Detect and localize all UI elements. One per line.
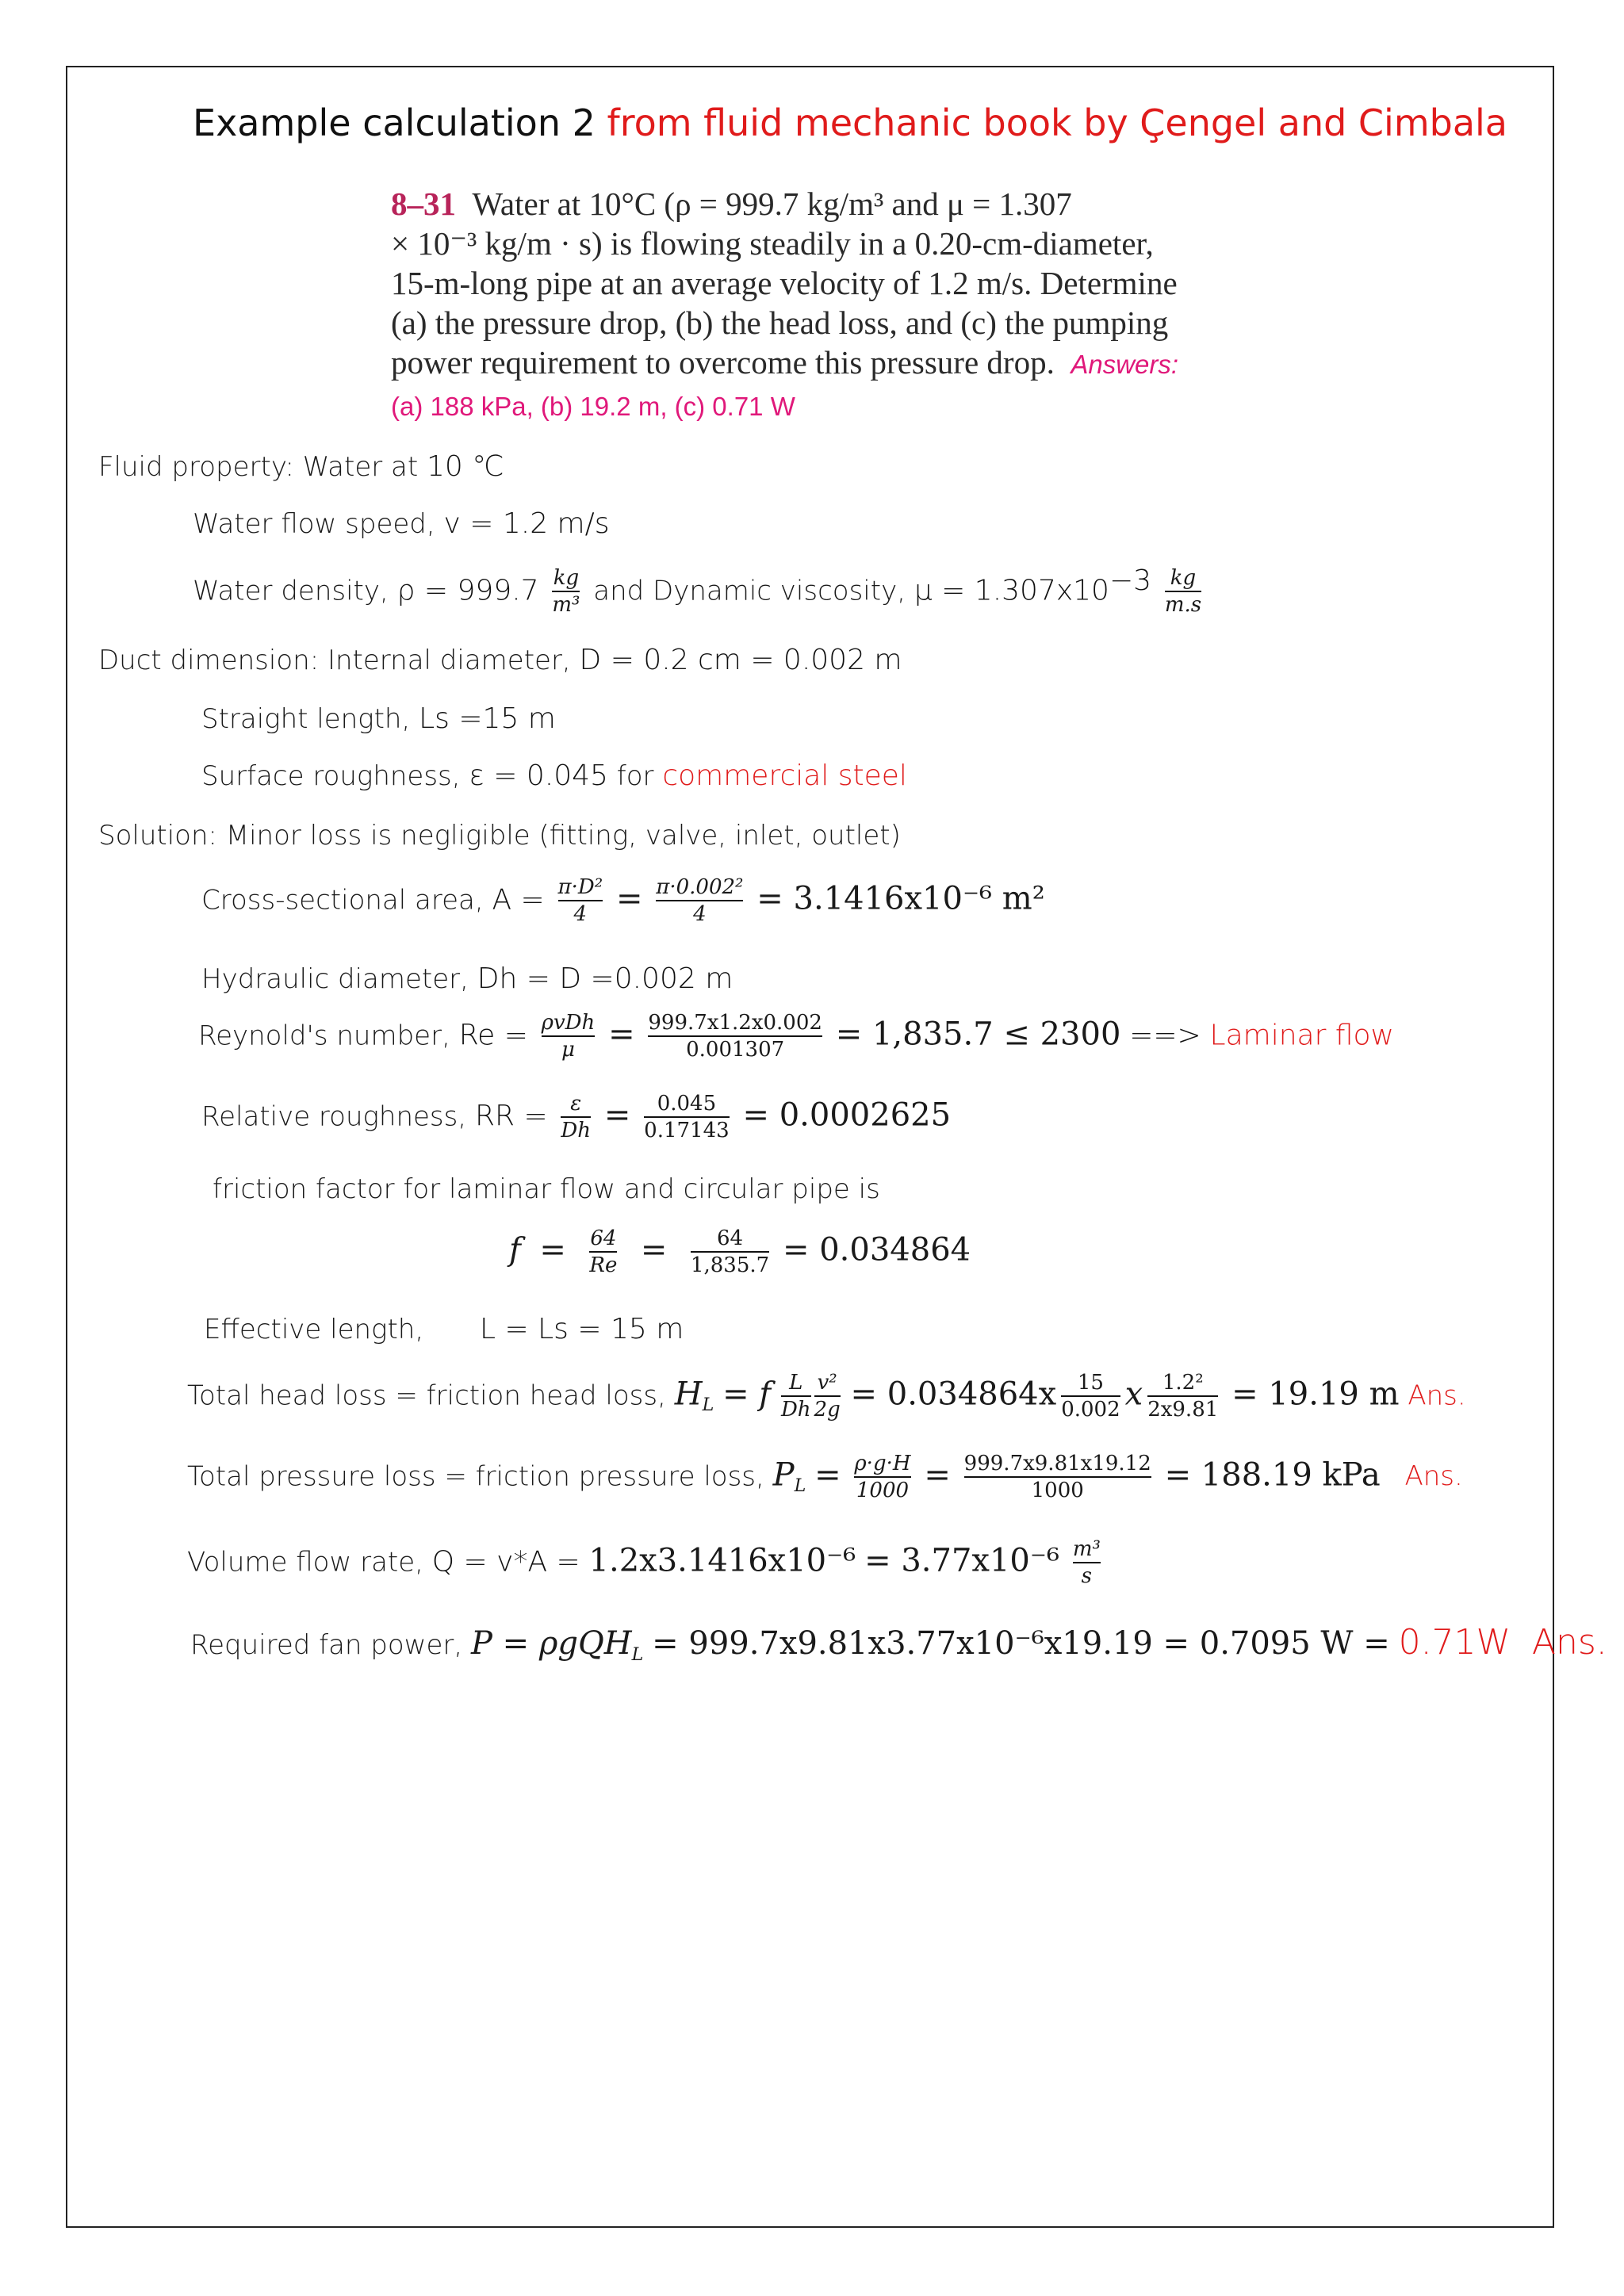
page-title	[193, 101, 1507, 144]
re-f2-den: 0.001307	[648, 1035, 822, 1062]
roughness-for: for	[616, 760, 654, 792]
speed-label: Water flow speed,	[193, 508, 435, 540]
hl-label: Total head loss = friction head loss,	[187, 1380, 666, 1412]
hl-result: = 19.19 m	[1231, 1376, 1400, 1413]
ff-lhs: f	[509, 1231, 521, 1269]
reynolds-line: Reynold's number, Re = $\frac{\text{ρvDh}}{\mu}$ = $\frac{999.7x1.2x0.002}{0.001307}$ = 1,835.7 ≤ 2300 ==> Laminar flow	[198, 1011, 1394, 1062]
area-lhs: A =	[492, 883, 545, 916]
reynolds-arrow: ==>	[1129, 1019, 1201, 1052]
pl-f1-den: 1000	[854, 1476, 910, 1503]
flow-rate-line	[187, 1538, 1105, 1589]
reynolds-fraction-1	[542, 1012, 596, 1062]
area-result: = 3.1416x10⁻⁶ m²	[756, 880, 1045, 917]
roughness-value: ε = 0.045	[469, 760, 608, 792]
fluid-label: Fluid property: Water at	[98, 451, 419, 483]
pressure-loss-line: Total pressure loss = friction pressure loss, $P_L$ = $\frac{\rho\cdot g\cdot H}{1000}$ = $\frac{999.7x9.81x19.12}{1000}$ = 188.19 kPa Ans.	[187, 1452, 1463, 1502]
rr-fraction-2	[644, 1093, 730, 1143]
solution-label: Solution: Minor loss is negligible (fitting, valve, inlet, outlet)	[98, 820, 901, 851]
pl-lhs: P	[772, 1456, 795, 1494]
hl-lhs: H	[674, 1376, 703, 1413]
p-expr: P = ρgQH	[471, 1625, 632, 1662]
q-result: = 3.77x10⁻⁶	[864, 1542, 1059, 1579]
rr-f1-den: Dh	[561, 1116, 591, 1143]
area-line: Cross-sectional area, A = $\frac{\text{π·D²}}{4}$ = $\frac{\text{π·0.002²}}{4}$ = 3.1416x10⁻⁶ m²	[201, 875, 1045, 926]
problem-line-1: Water at 10°C (ρ = 999.7 kg/m³ and μ = 1.307	[472, 186, 1072, 222]
hl-f: = f	[722, 1376, 772, 1413]
q-lhs: Q = v*A =	[431, 1545, 580, 1578]
hydraulic-value: Dh = D =0.002 m	[477, 962, 733, 995]
laminar-flow-label: Laminar flow	[1209, 1019, 1394, 1052]
head-loss-line	[187, 1372, 1466, 1422]
hl-fraction-d	[1147, 1372, 1218, 1422]
eff-value: L = Ls = 15 m	[479, 1313, 684, 1345]
density-unit-num: kg	[553, 565, 580, 590]
area-f2-num: π·0.002²	[656, 875, 744, 899]
hl-fc-num: 15	[1077, 1371, 1104, 1395]
length-label: Straight length,	[201, 703, 411, 735]
duct-line	[98, 644, 902, 676]
roughness-relative-line: Relative roughness, RR = $\frac{\varepsilon}{Dh}$ = $\frac{0.045}{0.17143}$ = 0.0002625	[201, 1092, 952, 1142]
ff-fraction-1	[589, 1227, 617, 1278]
roughness-line	[201, 760, 907, 792]
density-line	[193, 564, 1206, 618]
friction-factor-label: friction factor for laminar flow and circular pipe is	[213, 1173, 880, 1205]
area-fraction-2	[656, 876, 743, 927]
q-label: Volume flow rate,	[187, 1546, 423, 1578]
pl-f2-den: 1000	[964, 1476, 1151, 1503]
hydraulic-label: Hydraulic diameter,	[201, 963, 469, 995]
hl-fa-num: L	[789, 1371, 803, 1395]
rr-f2-num: 0.045	[657, 1092, 717, 1115]
area-fraction-1	[558, 876, 603, 927]
q-unit-num: m³	[1072, 1537, 1101, 1561]
hl-fb-den: 2g	[814, 1395, 841, 1422]
problem-line-2: × 10⁻³ kg/m · s) is flowing steadily in a 0.20-cm-diameter,	[391, 225, 1154, 262]
q-expr: 1.2x3.1416x10⁻⁶	[588, 1542, 856, 1579]
viscosity-unit	[1165, 567, 1201, 618]
problem-line-5: power requirement to overcome this pressure drop.	[391, 344, 1055, 381]
hl-fd-den: 2x9.81	[1147, 1395, 1218, 1422]
length-value: Ls =15 m	[419, 702, 556, 735]
rr-result: = 0.0002625	[742, 1096, 952, 1134]
rr-f2-den: 0.17143	[644, 1116, 730, 1143]
fluid-property-line	[98, 450, 504, 483]
pl-fraction-1	[854, 1452, 910, 1503]
ff-fraction-2	[691, 1227, 769, 1278]
hl-fraction-c	[1061, 1372, 1120, 1422]
friction-factor-line: f = $\frac{64}{Re}$ = $\frac{64}{1,835.7}$ = 0.034864	[509, 1226, 971, 1277]
viscosity-label: and Dynamic viscosity,	[593, 575, 906, 607]
answers-label: Answers:	[1071, 350, 1179, 379]
pl-sub: L	[794, 1475, 806, 1497]
viscosity-unit-num: kg	[1170, 565, 1197, 590]
rr-label: Relative roughness,	[201, 1100, 467, 1133]
rr-lhs: RR =	[474, 1100, 548, 1133]
pl-label: Total pressure loss = friction pressure loss,	[187, 1460, 764, 1493]
area-label: Cross-sectional area,	[201, 884, 484, 916]
re-f2-num: 999.7x1.2x0.002	[648, 1011, 822, 1035]
hl-x: x	[1124, 1376, 1143, 1413]
roughness-material: commercial steel	[662, 760, 907, 792]
fan-power-line	[190, 1622, 1607, 1665]
problem-line-3: 15-m-long pipe at an average velocity of 1.2 m/s. Determine	[391, 265, 1178, 301]
roughness-label: Surface roughness,	[201, 760, 461, 792]
hl-fraction-a	[781, 1372, 811, 1422]
problem-line-4: (a) the pressure drop, (b) the head loss, and (c) the pumping	[391, 304, 1169, 341]
hl-fd-num: 1.2²	[1162, 1371, 1204, 1395]
reynolds-fraction-2	[648, 1012, 822, 1062]
eff-label: Effective length,	[204, 1314, 424, 1345]
area-f1-den: 4	[558, 900, 603, 927]
viscosity-value: μ = 1.307x10	[914, 574, 1109, 607]
rr-fraction-1	[561, 1093, 591, 1143]
re-f1-num: ρvDh	[541, 1011, 596, 1035]
area-f1-num: π·D²	[557, 875, 603, 899]
density-unit	[552, 567, 580, 618]
ff-f1-num: 64	[590, 1226, 617, 1250]
ff-result: = 0.034864	[783, 1231, 971, 1269]
ff-f1-den: Re	[589, 1251, 617, 1278]
hl-sub: L	[702, 1395, 714, 1416]
p-ans-value: 0.71W	[1398, 1622, 1511, 1663]
q-unit	[1073, 1538, 1101, 1589]
hydraulic-line	[201, 962, 733, 995]
problem-excerpt	[391, 184, 1178, 427]
title-black: Example calculation 2	[193, 101, 596, 144]
flow-speed-line	[193, 507, 610, 540]
length-line	[201, 702, 556, 735]
pl-f1-num: ρ·g·H	[854, 1452, 911, 1475]
reynolds-lhs: Re =	[458, 1019, 528, 1052]
speed-value: v = 1.2 m/s	[443, 507, 610, 540]
area-f2-den: 4	[656, 900, 743, 927]
hl-fb-num: v²	[817, 1371, 837, 1395]
problem-number: 8–31	[391, 186, 456, 222]
answers-values: (a) 188 kPa, (b) 19.2 m, (c) 0.71 W	[391, 392, 795, 421]
viscosity-exponent: −3	[1109, 564, 1152, 597]
p-sub: L	[631, 1644, 644, 1665]
density-unit-den: m³	[552, 591, 580, 618]
density-value: ρ = 999.7	[396, 574, 539, 607]
pl-result: = 188.19 kPa	[1164, 1456, 1381, 1494]
re-f1-den: μ	[542, 1035, 596, 1062]
density-label: Water density,	[193, 575, 389, 607]
duct-label: Duct dimension: Internal diameter,	[98, 645, 571, 676]
title-red: from fluid mechanic book by Çengel and Cimbala	[607, 101, 1507, 144]
hl-fraction-b	[814, 1372, 841, 1422]
hl-fa-den: Dh	[781, 1395, 811, 1422]
pl-ans: Ans.	[1404, 1460, 1463, 1493]
hl-fc-den: 0.002	[1061, 1395, 1120, 1422]
q-unit-den: s	[1073, 1562, 1101, 1589]
hl-mid: = 0.034864x	[850, 1376, 1057, 1413]
effective-length-line	[204, 1313, 684, 1345]
fluid-temperature: 10 ℃	[427, 450, 504, 483]
p-ans: Ans.	[1531, 1622, 1607, 1663]
ff-f2-den: 1,835.7	[691, 1251, 769, 1278]
p-label: Required fan power,	[190, 1629, 463, 1661]
ff-f2-num: 64	[717, 1226, 744, 1250]
reynolds-result: = 1,835.7 ≤ 2300	[835, 1016, 1121, 1053]
hl-ans: Ans.	[1408, 1380, 1466, 1412]
rr-f1-num: ε	[570, 1092, 582, 1115]
viscosity-unit-den: m.s	[1165, 591, 1201, 618]
p-calc: = 999.7x9.81x3.77x10⁻⁶x19.19 = 0.7095 W =	[652, 1625, 1390, 1662]
pl-f2-num: 999.7x9.81x19.12	[963, 1452, 1151, 1475]
reynolds-label: Reynold's number,	[198, 1020, 450, 1052]
duct-diameter: D = 0.2 cm = 0.002 m	[579, 644, 902, 676]
pl-fraction-2	[964, 1452, 1151, 1503]
